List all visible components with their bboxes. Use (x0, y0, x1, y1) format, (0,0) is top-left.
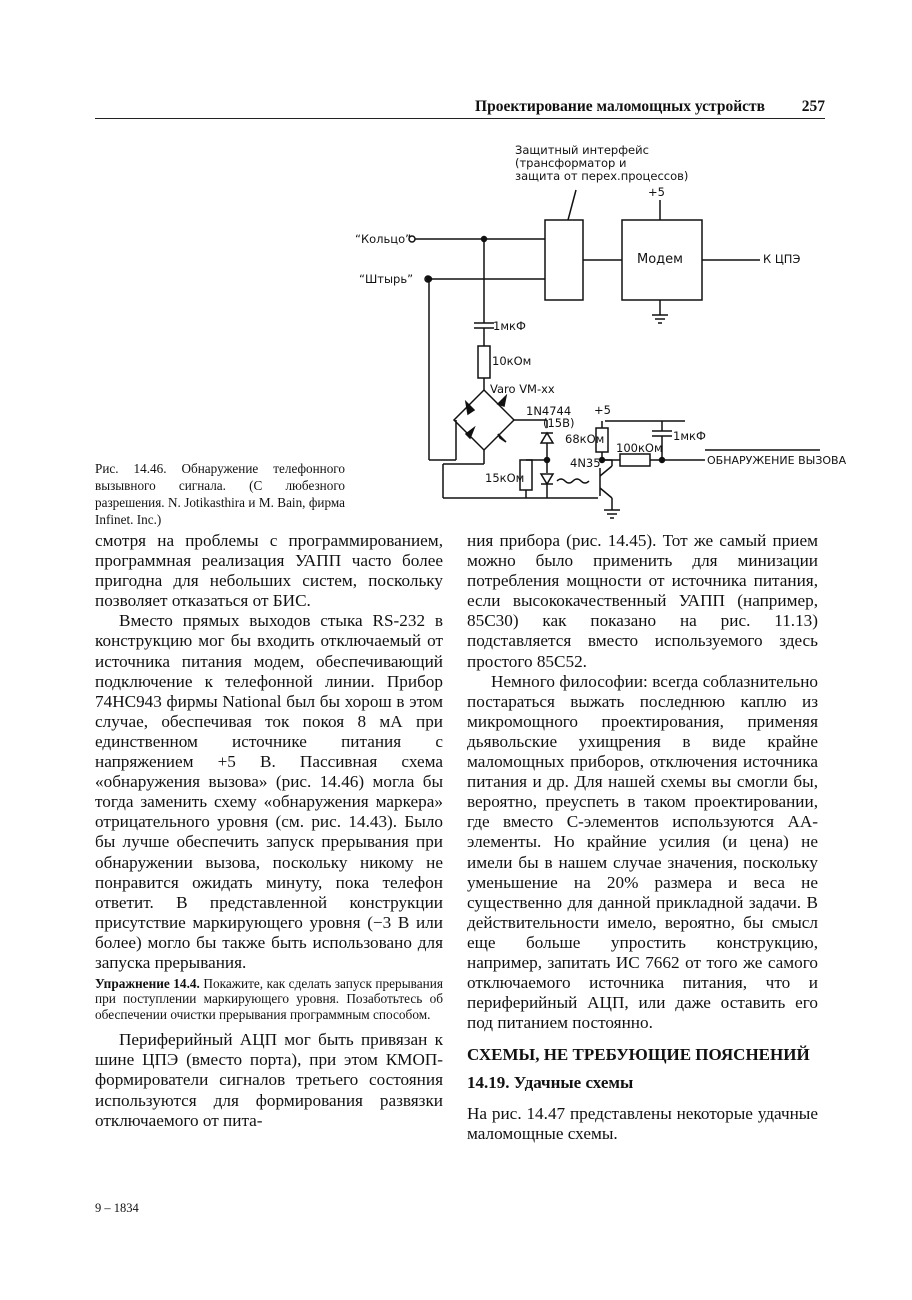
exercise-text: Покажите, как сделать запуск прерывания при поступлении маркирующего уровня. Позаботьтесь об обеспечении очистки прерывания программным способом. (95, 976, 443, 1022)
label-zener: 1N4744 (526, 404, 572, 418)
label-cap-1uf: 1мкФ (493, 319, 526, 333)
right-paragraph-2: Немного философии: всегда соблазнительно постараться выжать последнюю каплю из микромощного проектирования, применяя дьявольские ухищрения в виде крайне маломощных приборов, отключения источника питания и др. Для нашей схемы вы смогли бы, вероятно, преуспеть в таком проектировании, где вместо С-элементов используются АА-элементы. Но крайние усилия (и цена) не имели бы в нашем случае значения, поскольку уменьшение на 20% размера и веса не существенно для данной прикладной задачи. В действительности имело, вероятно, бы смысл еще больше упростить конструкцию, например, запитать ИС 7662 от того же самого отключаемого источника питания, что и периферийный АЦП, или даже оставить его под питанием постоянно. (467, 671, 818, 1033)
label-protect-line2: (трансформатор и (515, 156, 627, 170)
label-protect-line3: защита от перех.процессов) (515, 169, 689, 183)
left-paragraph-3: Периферийный АЦП мог быть привязан к шине ЦПЭ (вместо порта), при этом КМОП-формирователи сигналов третьего состояния используются для формирования развязки отключаемого от пита- (95, 1030, 443, 1130)
subsection-heading: 14.19. Удачные схемы (467, 1073, 634, 1093)
right-paragraph-1: ния прибора (рис. 14.45). Тот же самый прием можно было применить для минизации потребления мощности от источника питания, если высококачественный УАПП (например, 85С30) как показано на рис. 11.13) подставляется вместо используемого здесь простого 85С52. (467, 531, 818, 671)
exercise-label: Упражнение 14.4. (95, 976, 200, 992)
label-opto: 4N35 (570, 456, 601, 470)
right-paragraph-3: На рис. 14.47 представлены некоторые удачные маломощные схемы. (467, 1103, 818, 1143)
label-res-100k: 100кОм (616, 441, 663, 455)
right-column (467, 531, 818, 1144)
label-res-10k: 10кОм (492, 354, 532, 368)
running-header-title: Проектирование маломощных устройств (475, 98, 765, 115)
left-paragraph-1: смотря на проблемы с программированием, программная реализация УАПП часто более пригодна для небольших систем, поскольку позволяет отказаться от БИС. (95, 531, 443, 611)
label-output: ОБНАРУЖЕНИЕ ВЫЗОВА (707, 454, 847, 467)
label-protect-line1: Защитный интерфейс (515, 143, 649, 157)
label-to-cpu: К ЦПЭ (763, 252, 801, 266)
label-modem: Модем (637, 252, 683, 267)
section-heading: СХЕМЫ, НЕ ТРЕБУЮЩИЕ ПОЯСНЕНИЙ (467, 1045, 810, 1065)
figure-caption: Рис. 14.46. Обнаружение телефонного вызывного сигнала. (С любезного разрешения. N. Jotikasthira и M. Bain, фирма Infinet. Inc.) (95, 461, 345, 527)
label-cap-1uf-2: 1мкФ (673, 429, 706, 443)
label-res-15k: 15кОм (485, 471, 525, 485)
label-ring: “Кольцо” (355, 232, 412, 246)
left-paragraph-2: Вместо прямых выходов стыка RS-232 в конструкцию мог бы входить отключаемый от источника питания модем, обеспечивающий подключение к телефонной линии. Прибор 74HC943 фирмы National был бы хорош в этом случае, обеспечивая ток покоя 8 мА при единственном источнике питания с напряжением +5 В. Пассивная схема «обнаружения вызова» (рис. 14.46) могла бы тогда заменить схему «обнаружения маркера» отрицательного уровня (см. рис. 14.43). Было бы лучше обеспечить запуск прерывания при обнаружении вызова, поскольку никому не понравится ожидать минуту, пока телефон ответит. В представленной конструкции присутствие маркирующего уровня (−3 В или более) могло бы также быть использовано для запуска прерывания. (95, 611, 443, 972)
label-plus5-bottom: +5 (594, 403, 611, 417)
exercise-block (95, 976, 443, 1022)
page-number: 257 (801, 98, 825, 115)
label-zener-voltage: (15В) (543, 416, 575, 430)
label-tip: “Штырь” (359, 272, 414, 286)
label-res-68k: 68кОм (565, 432, 605, 446)
running-header (95, 98, 825, 119)
signature-mark: 9 – 1834 (95, 1201, 139, 1215)
figure-ring-detector (350, 138, 847, 528)
left-column (95, 531, 443, 1131)
label-varo: Varo VM-xx (490, 382, 555, 396)
label-plus5-top: +5 (648, 185, 665, 199)
